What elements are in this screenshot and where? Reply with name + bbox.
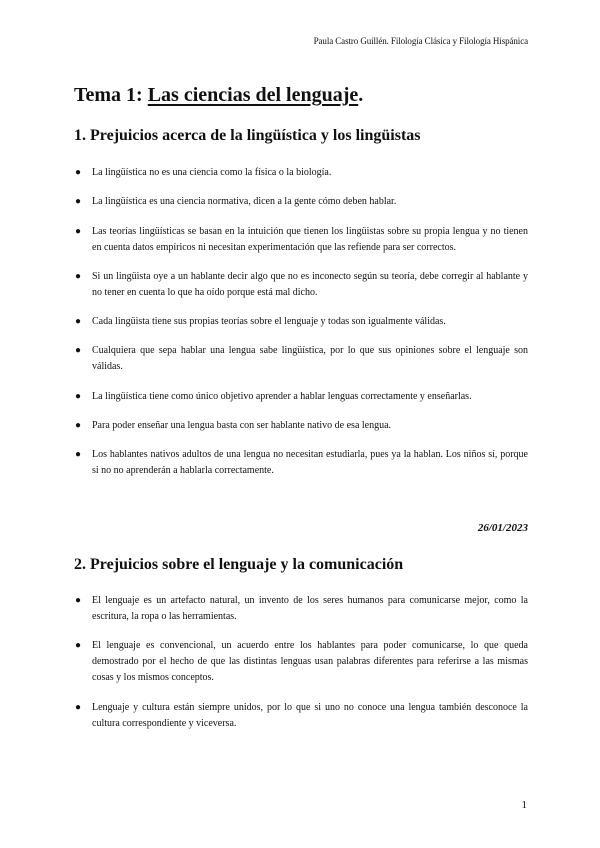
list-item-text: La lingüística es una ciencia normativa, dicen a la gente cómo deben hablar.	[92, 196, 397, 208]
title-prefix: Tema 1:	[74, 84, 148, 106]
bullet-icon: ●	[75, 345, 82, 357]
list-item	[74, 638, 528, 686]
list-item-text: Cualquiera que sepa hablar una lengua sabe lingüística, por lo que sus opiniones sobre el lenguaje son válidas.	[92, 345, 528, 373]
list-item	[74, 389, 528, 405]
list-item	[74, 700, 528, 732]
running-header: Paula Castro Guillén. Filología Clásica y Filología Hispánica	[313, 36, 528, 46]
list-item	[74, 314, 528, 330]
list-item-text: Las teorías lingüísticas se basan en la intuición que tienen los lingüistas sobre su propia lengua y no tienen en cuenta datos empíricos ni necesitan experimentación que las refiende para ser correctos.	[92, 225, 528, 253]
list-item-text: El lenguaje es un artefacto natural, un invento de los seres humanos para comunicarse mejor, como la escritura, la ropa o las herramientas.	[92, 595, 528, 622]
bullet-icon: ●	[75, 316, 82, 328]
page-number: 1	[521, 799, 527, 811]
document-title	[74, 84, 363, 107]
bullet-icon: ●	[75, 595, 82, 606]
list-item-text: Lenguaje y cultura están siempre unidos, por lo que si uno no conoce una lengua también desconoce la cultura correspondiente y viceversa.	[92, 701, 528, 729]
list-item	[74, 343, 528, 375]
list-item-text: La lingüística no es una ciencia como la física o la biología.	[92, 167, 332, 178]
list-item-text: El lenguaje es convencional, un acuerdo entre los hablantes para poder comunicarse, lo que queda demostrado por el hecho de que las distintas lenguas usan palabras diferentes para referirse a las mismas cosas y los mismos conceptos.	[92, 640, 528, 684]
section-1-list	[74, 165, 528, 493]
list-item	[74, 593, 528, 625]
bullet-icon: ●	[75, 449, 82, 461]
list-item-text: La lingüística tiene como único objetivo aprender a hablar lenguas correctamente y enseñarlas.	[92, 390, 472, 402]
list-item-text: Para poder enseñar una lengua basta con ser hablante nativo de esa lengua.	[92, 420, 392, 432]
bullet-icon: ●	[75, 390, 82, 402]
bullet-icon: ●	[75, 270, 82, 282]
list-item	[74, 418, 528, 434]
section-1-heading: 1. Prejuicios acerca de la lingüística y los lingüistas	[74, 127, 421, 144]
section-2-list	[74, 593, 528, 745]
list-item-text: Los hablantes nativos adultos de una lengua no necesitan estudiarla, pues ya la hablan. Los niños sí, porque si no no aprenderán a hablarla correctamente.	[92, 449, 528, 477]
list-item	[74, 447, 528, 479]
bullet-icon: ●	[75, 225, 82, 237]
list-item	[74, 165, 528, 181]
bullet-icon: ●	[75, 701, 82, 713]
bullet-icon: ●	[75, 167, 82, 178]
bullet-icon: ●	[75, 196, 82, 208]
list-item-text: Si un lingüista oye a un hablante decir algo que no es inconecto según su teoría, debe corregir al hablante y no tener en cuenta lo que ha oído porque está mal dicho.	[92, 270, 528, 298]
title-underlined: Las ciencias del lenguaje	[147, 84, 359, 106]
list-item	[74, 194, 528, 210]
date-stamp: 26/01/2023	[477, 522, 528, 534]
bullet-icon: ●	[75, 420, 82, 432]
list-item-text: Cada lingüista tiene sus propias teorías sobre el lenguaje y todas son igualmente válidas.	[92, 316, 446, 328]
list-item	[74, 269, 528, 301]
section-2-heading: 2. Prejuicios sobre el lenguaje y la comunicación	[74, 556, 404, 573]
list-item	[74, 224, 528, 256]
bullet-icon: ●	[75, 640, 82, 652]
title-suffix: .	[358, 84, 364, 106]
